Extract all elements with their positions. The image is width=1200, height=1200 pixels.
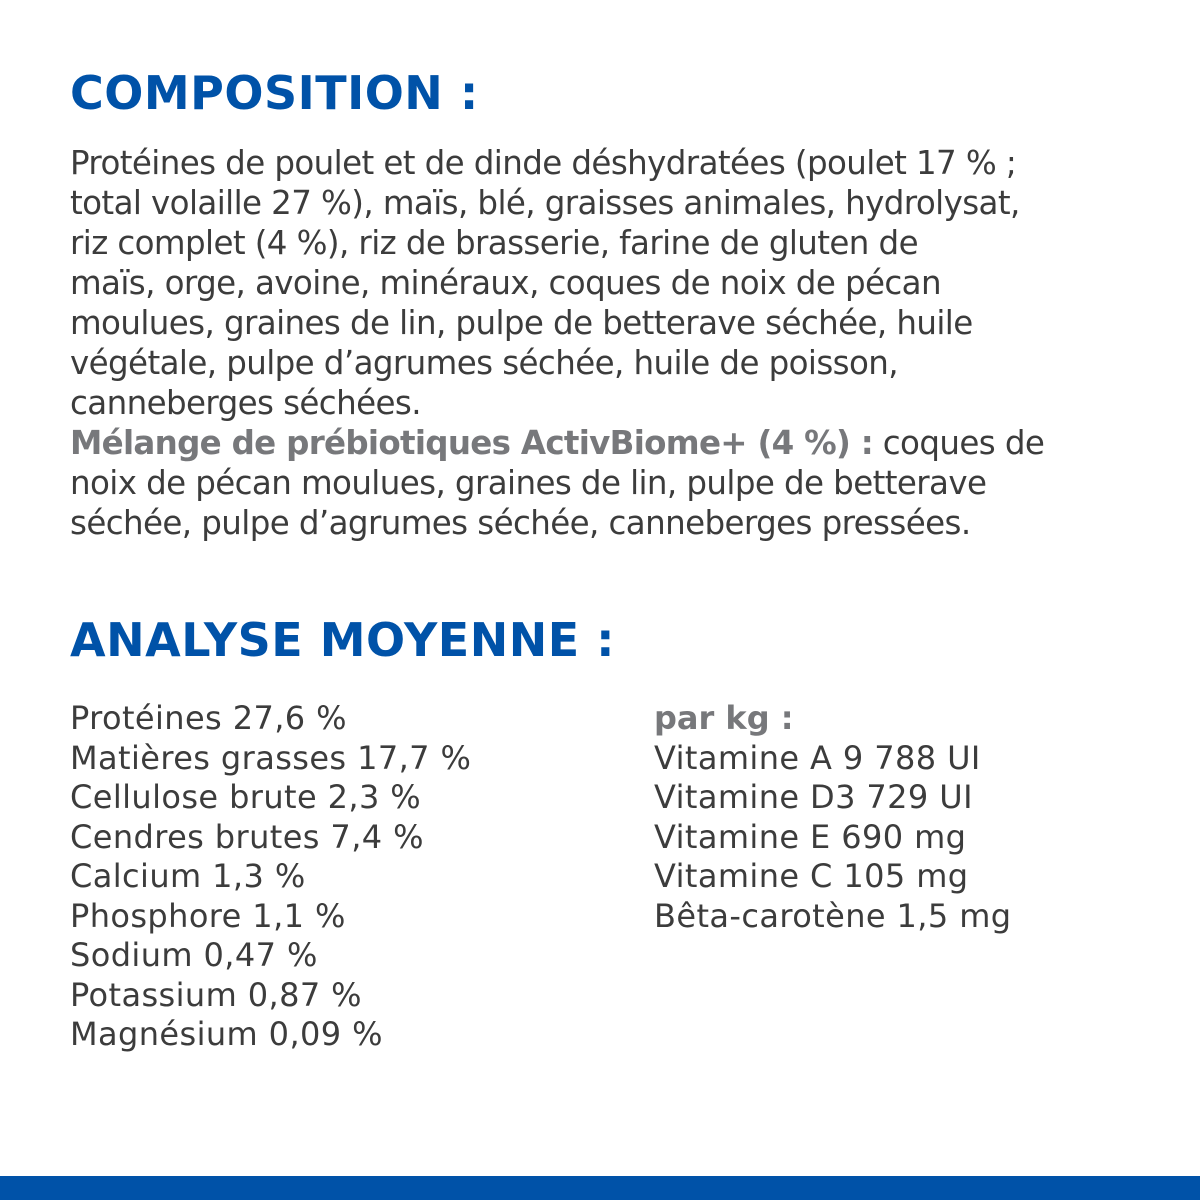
nutrient-item: Magnésium 0,09 % bbox=[70, 1015, 383, 1053]
per-kg-subheading: par kg : bbox=[654, 699, 794, 737]
prebiotic-line: noix de pécan moulues, graines de lin, pulpe de betterave bbox=[70, 464, 987, 502]
nutrient-item: Matières grasses 17,7 % bbox=[70, 738, 472, 777]
composition-line: moulues, graines de lin, pulpe de betterave séchée, huile bbox=[70, 304, 973, 342]
composition-line: total volaille 27 %), maïs, blé, graisses animales, hydrolysat, bbox=[70, 184, 1020, 222]
prebiotic-line: séchée, pulpe d’agrumes séchée, canneberges pressées. bbox=[70, 504, 971, 542]
analysis-nutrients-list bbox=[70, 699, 471, 1055]
composition-text bbox=[70, 143, 1180, 543]
vitamin-item: Bêta-carotène 1,5 mg bbox=[654, 896, 1012, 935]
nutrient-item: Cendres brutes 7,4 % bbox=[70, 817, 424, 856]
prebiotic-line bbox=[70, 423, 1180, 463]
analysis-vitamins-list bbox=[654, 699, 1012, 936]
vitamin-item: Vitamine A 9 788 UI bbox=[654, 738, 981, 777]
prebiotic-text: coques de bbox=[873, 424, 1045, 462]
composition-line: Protéines de poulet et de dinde déshydratées (poulet 17 % ; bbox=[70, 144, 1017, 182]
vitamin-item: Vitamine D3 729 UI bbox=[654, 778, 973, 816]
composition-line: maïs, orge, avoine, minéraux, coques de noix de pécan bbox=[70, 264, 941, 302]
nutrient-item: Protéines 27,6 % bbox=[70, 699, 347, 737]
nutrient-item: Cellulose brute 2,3 % bbox=[70, 778, 422, 816]
vitamin-item: Vitamine E 690 mg bbox=[654, 817, 967, 856]
composition-line: riz complet (4 %), riz de brasserie, farine de gluten de bbox=[70, 224, 918, 262]
nutrient-item: Phosphore 1,1 % bbox=[70, 896, 346, 935]
nutrient-item: Calcium 1,3 % bbox=[70, 857, 306, 895]
analysis-heading: ANALYSE MOYENNE : bbox=[70, 613, 616, 667]
nutrient-item: Potassium 0,87 % bbox=[70, 975, 362, 1014]
composition-line: végétale, pulpe d’agrumes séchée, huile de poisson, bbox=[70, 344, 899, 382]
composition-line: canneberges séchées. bbox=[70, 384, 421, 422]
vitamin-item: Vitamine C 105 mg bbox=[654, 857, 969, 895]
composition-heading: COMPOSITION : bbox=[70, 66, 479, 120]
prebiotic-label: Mélange de prébiotiques ActivBiome+ (4 %) : bbox=[70, 424, 874, 462]
nutrient-item: Sodium 0,47 % bbox=[70, 936, 318, 974]
bottom-brand-bar bbox=[0, 1176, 1200, 1200]
